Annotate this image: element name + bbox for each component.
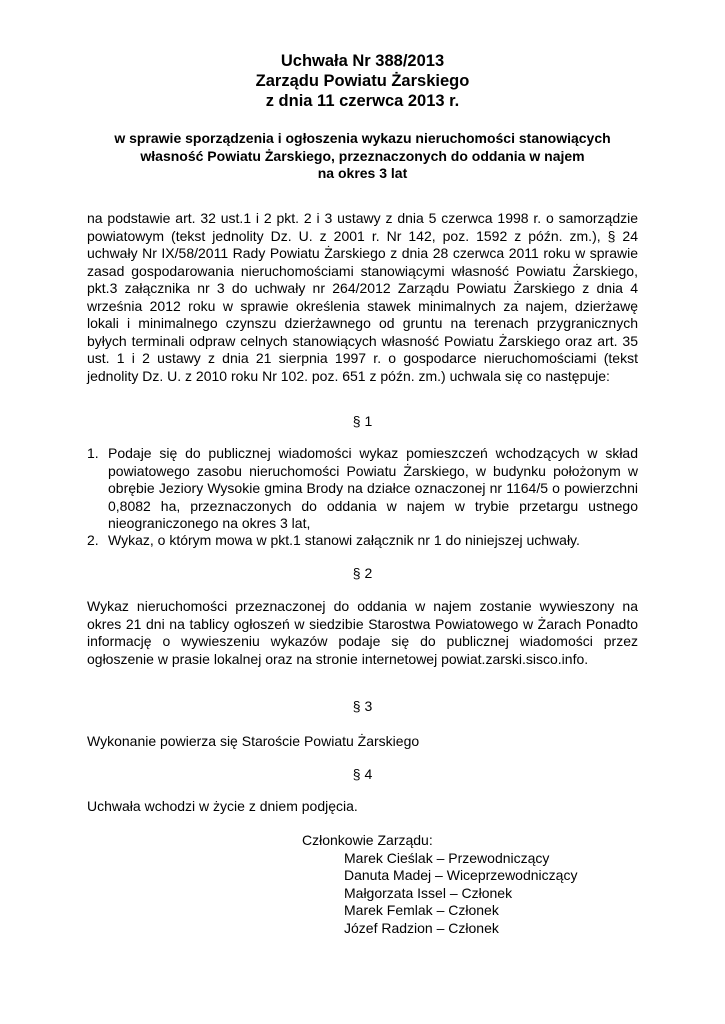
item-text: Wykaz, o którym mowa w pkt.1 stanowi załącznik nr 1 do niniejszej uchwały. xyxy=(108,532,580,548)
board-member: Danuta Madej – Wiceprzewodniczący xyxy=(344,867,578,883)
section-2-text: Wykaz nieruchomości przeznaczonej do oddania w najem zostanie wywieszony na okres 21 dni na tablicy ogłoszeń w siedzibie Starostwa Powiatowego w Żarach Ponadto informację o wywieszeniu wykazów podaje się do publicznej wiadomości przez ogłoszenie w prasie lokalnej oraz na stronie internetowej powiat.zarski.sisco.info. xyxy=(87,598,638,667)
board-member: Marek Cieślak – Przewodniczący xyxy=(344,849,550,866)
document-title-date: z dnia 11 czerwca 2013 r. xyxy=(265,92,460,110)
section-3-heading: § 3 xyxy=(352,698,373,714)
item-number: 1. xyxy=(87,445,99,461)
subject-line-1: w sprawie sporządzenia i ogłoszenia wykazu nieruchomości stanowiących xyxy=(114,130,611,146)
board-member: Józef Radzion – Członek xyxy=(344,919,499,936)
board-member: Małgorzata Issel – Członek xyxy=(344,884,513,901)
board-heading: Członkowie Zarządu: xyxy=(302,832,433,848)
item-text: Podaje się do publicznej wiadomości wykaz pomieszczeń wchodzących w skład powiatowego zasobu nieruchomości Powiatu Żarskiego, w budynku położonym w obrębie Jeziory Wysokie gmina Brody na działce oznaczonej nr 1164/5 o powierzchni 0,8082 ha, przeznaczonych do oddania w najem w trybie przetargu ustnego nieograniczonego na okres 3 lat, xyxy=(108,445,638,531)
section-1-heading: § 1 xyxy=(352,413,373,429)
section-3-text: Wykonanie powierza się Staroście Powiatu Żarskiego xyxy=(87,733,420,749)
legal-basis-paragraph: na podstawie art. 32 ust.1 i 2 pkt. 2 i 3 ustawy z dnia 5 czerwca 1998 r. o samorządzie powiatowym (tekst jednolity Dz. U. z 2001 r. Nr 142, poz. 1592 z późn. zm.), § 24 uchwały Nr IX/58/2011 Rady Powiatu Żarskiego z dnia 28 czerwca 2011 roku w sprawie zasad gospodarowania nieruchomościami stanowiącymi własność Powiatu Żarskiego, pkt.3 załącznika nr 3 do uchwały nr 264/2012 Zarządu Powiatu Żarskiego z dnia 4 września 2012 roku w sprawie określenia stawek minimalnych za najem, dzierżawę lokali i minimalnego czynszu dzierżawnego od gruntu na terenach przygranicznych byłych terminali odpraw celnych stanowiących własność Powiatu Żarskiego oraz art. 35 ust. 1 i 2 ustawy z dnia 21 sierpnia 1997 r. o gospodarce nieruchomościami (tekst jednolity Dz. U. z 2010 roku Nr 102. poz. 651 z późn. zm.) uchwala się co następuje: xyxy=(87,210,638,384)
document-title-issuer: Zarządu Powiatu Żarskiego xyxy=(255,72,470,90)
board-member: Marek Femlak – Członek xyxy=(344,902,499,918)
item-number: 2. xyxy=(87,532,99,548)
section-4-heading: § 4 xyxy=(352,766,373,782)
subject-line-3: na okres 3 lat xyxy=(317,165,408,181)
section-4-text: Uchwała wchodzi w życie z dniem podjęcia. xyxy=(87,798,358,814)
subject-line-2: własność Powiatu Żarskiego, przeznaczonych do oddania w najem xyxy=(140,147,585,164)
document-title-number: Uchwała Nr 388/2013 xyxy=(280,52,445,70)
section-2-heading: § 2 xyxy=(352,565,373,581)
